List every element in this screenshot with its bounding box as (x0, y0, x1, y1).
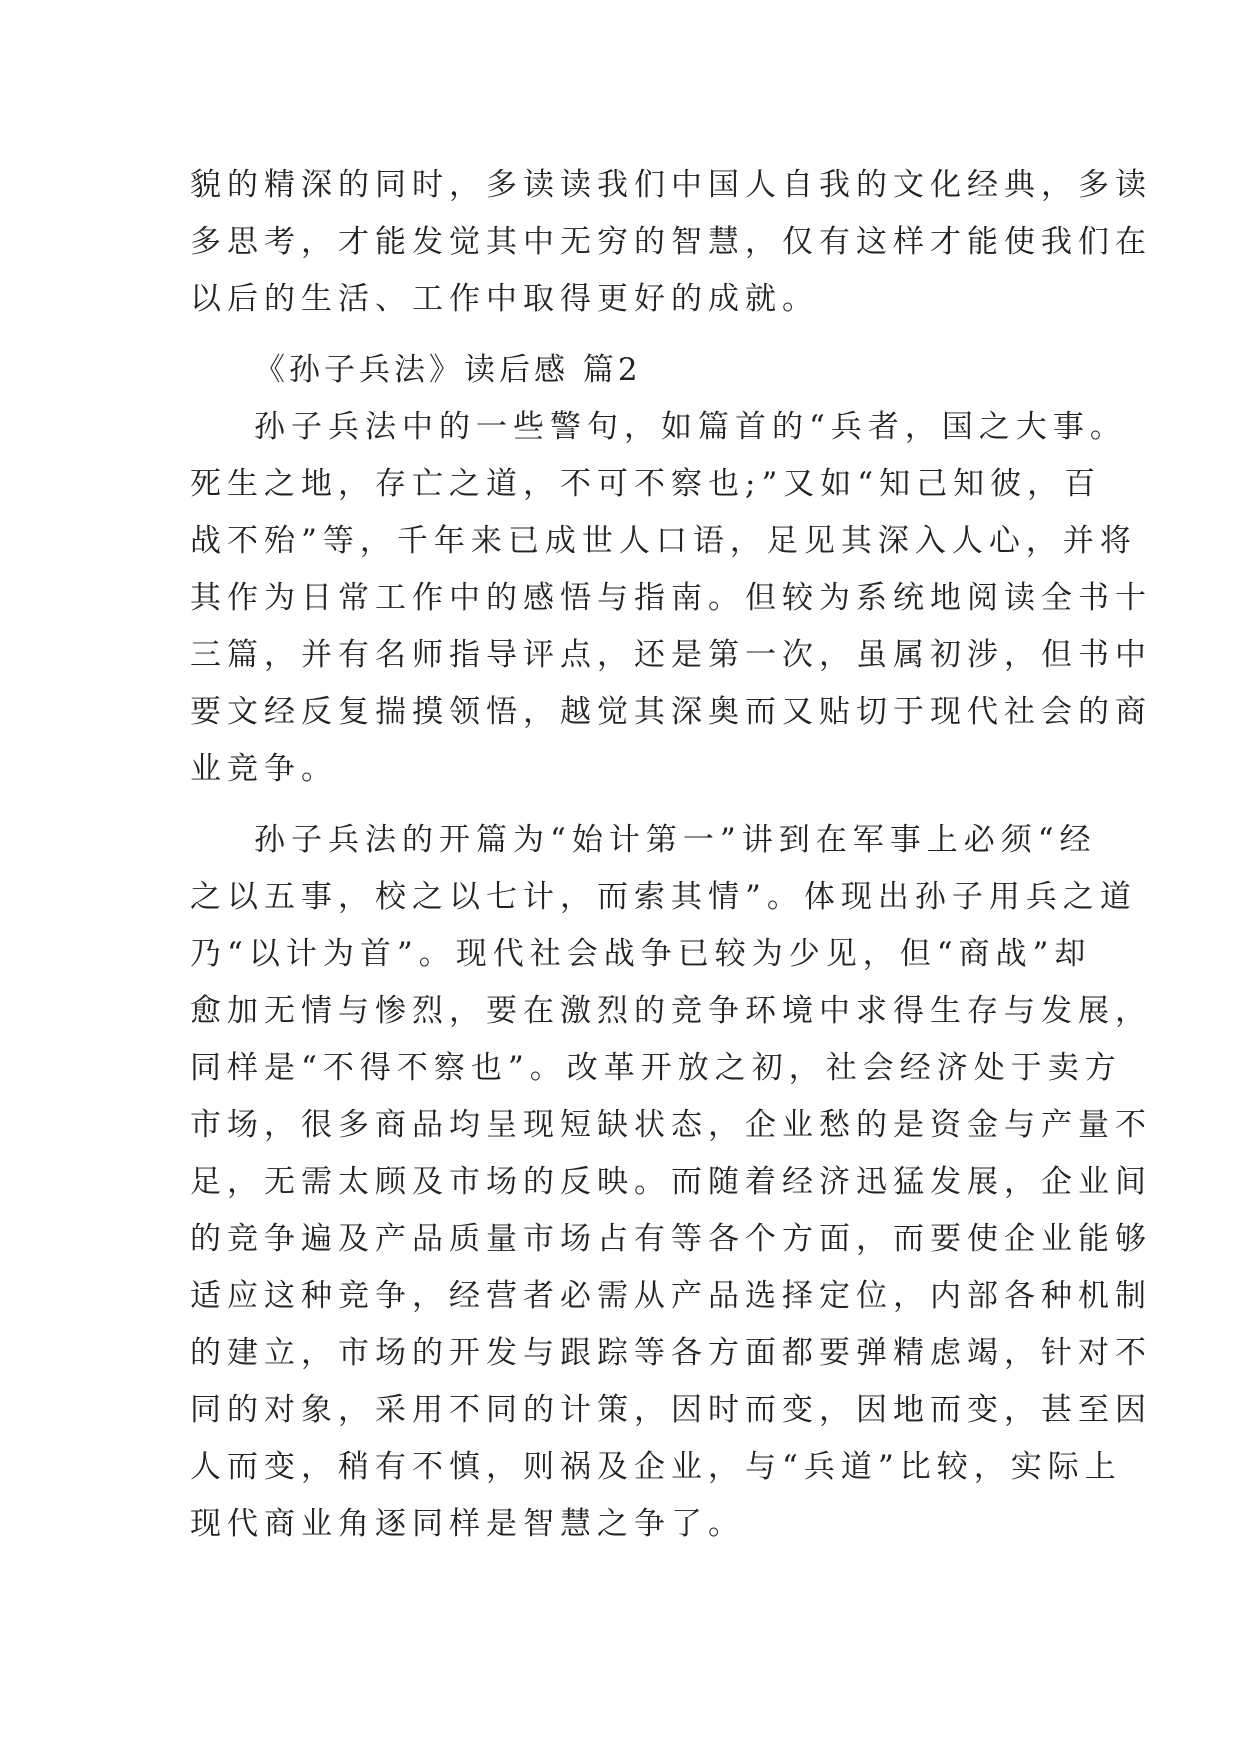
text-line: 其作为日常工作中的感悟与指南。但较为系统地阅读全书十 (190, 580, 1152, 616)
text-line: 的建立，市场的开发与跟踪等各方面都要弹精虑竭，针对不 (190, 1335, 1152, 1371)
text-line: 死生之地，存亡之道，不可不察也;”又如“知己知彼，百 (190, 466, 1102, 502)
closing-paragraph (190, 157, 1152, 328)
text-line: 现代商业角逐同样是智慧之争了。 (190, 1506, 745, 1542)
text-line: 同样是“不得不察也”。改革开放之初，社会经济处于卖方 (190, 1050, 1122, 1086)
text-line: 多思考，才能发觉其中无穷的智慧，仅有这样才能使我们在 (190, 224, 1152, 260)
paragraph-1 (190, 399, 1152, 798)
text-line: 足，无需太顾及市场的反映。而随着经济迅猛发展，企业间 (190, 1164, 1152, 1200)
text-line: 适应这种竞争，经营者必需从产品选择定位，内部各种机制 (190, 1278, 1152, 1314)
text-line: 业竞争。 (190, 751, 338, 787)
heading-text: 《孙子兵法》读后感 篇2 (254, 352, 642, 388)
text-line: 貌的精深的同时，多读读我们中国人自我的文化经典，多读 (190, 167, 1152, 203)
text-line: 之以五事，校之以七计，而索其情”。体现出孙子用兵之道 (190, 879, 1137, 915)
text-line: 人而变，稍有不慎，则祸及企业，与“兵道”比较，实际上 (190, 1449, 1122, 1485)
text-line: 同的对象，采用不同的计策，因时而变，因地而变，甚至因 (190, 1392, 1152, 1428)
text-line: 的竞争遍及产品质量市场占有等各个方面，而要使企业能够 (190, 1221, 1152, 1257)
text-line: 要文经反复揣摸领悟，越觉其深奥而又贴切于现代社会的商 (190, 694, 1152, 730)
paragraph-2 (190, 812, 1152, 1553)
text-line: 孙子兵法的开篇为“始计第一”讲到在军事上必须“经 (254, 822, 1097, 858)
document-body (190, 157, 1152, 1553)
section-heading (190, 342, 1070, 399)
text-line: 以后的生活、工作中取得更好的成就。 (190, 281, 819, 317)
text-line: 三篇，并有名师指导评点，还是第一次，虽属初涉，但书中 (190, 637, 1152, 673)
text-line: 乃“以计为首”。现代社会战争已较为少见，但“商战”却 (190, 936, 1092, 972)
text-line: 孙子兵法中的一些警句，如篇首的“兵者，国之大事。 (254, 409, 1127, 445)
text-line: 愈加无情与惨烈，要在激烈的竞争环境中求得生存与发展， (190, 993, 1152, 1029)
text-line: 战不殆”等，千年来已成世人口语，足见其深入人心，并将 (190, 523, 1137, 559)
text-line: 市场，很多商品均呈现短缺状态，企业愁的是资金与产量不 (190, 1107, 1152, 1143)
